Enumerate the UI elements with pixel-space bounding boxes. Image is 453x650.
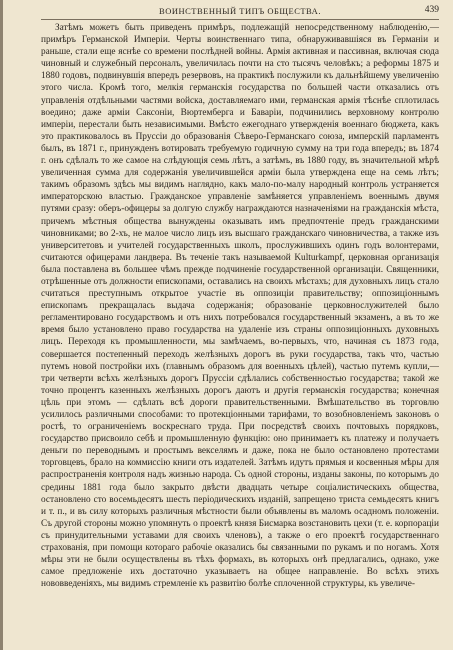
header-rule [41, 19, 439, 20]
page-number: 439 [424, 5, 439, 15]
body-text [41, 22, 439, 644]
running-header [41, 6, 439, 20]
running-title: ВОИНСТВЕННЫЙ ТИПЪ ОБЩЕСТВА. [159, 6, 321, 16]
paragraph: Затѣмъ можетъ быть приведенъ примѣръ, подлежащій непосредственному наблюденію,—примѣръ Германской Имперіи. Черты воинственнаго типа, обнаруживавшіяся въ Германіи и раньше, стали еще яснѣе со времени послѣдней войны. Армія активная и пассивная, включая сюда чиновный и служебный персоналъ, увеличилась почти на сто тысячъ человѣкъ; а реформы 1875 и 1880 годовъ, подвинувшія впередъ резервовъ, на практикѣ послужили къ дальнѣйшему увеличенію этого числа. Кромѣ того, мелкія германскія государства по большей части отказались отъ управленія отдѣльными частями войска, доставляемаго ими, германская армія тѣснѣе сплотилась воедино; даже арміи Саксоніи, Вюртемберга и Баваріи, подчинились верховному контролю имперіи, перестали быть независимыми. Вмѣсто ежегоднаго утвержденія военнаго бюджета, какъ это практиковалось въ Пруссіи до образованія Сѣверо-Германскаго союза, имперскій парламентъ былъ, въ 1871 г., принужденъ вотировать требуемую годичную сумму на три года впередъ; въ 1874 г. онъ сдѣлалъ то же самое на слѣдующія семь лѣтъ, а затѣмъ, въ 1880 году, въ значительной мѣрѣ увеличенная сумма для содержанія увеличившейся арміи была утверждена еще на семь лѣтъ; такимъ образомъ здѣсь мы видимъ наглядно, какъ мало-по-малу народный контроль устраняется императорскою властью. Гражданское управленіе замѣняется управленіемъ военнымъ двумя путями сразу: оберъ-офицеры за долгую службу награждаются назначеніями на гражданскія мѣста, причемъ мѣстныя общества вынуждены оказывать имъ предпочтеніе предъ гражданскими чиновниками; во 2-хъ, не малое число лицъ изъ высшаго гражданскаго чиновничества, а также изъ университетовъ и учителей государственныхъ школъ, прослужившихъ одинъ годъ волонтерами, считаются офицерами ландвера. Въ теченіе такъ называемой Kulturkampf, церковная организація была поставлена въ большее чѣмъ прежде подчиненіе государственной организаціи. Священники, отрѣшенные отъ должности епископами, оставались на своихъ мѣстахъ; для духовныхъ лицъ стало считаться преступнымъ открытое участіе въ оппозиціи правительству; оппозиціоннымъ епископамъ прекращалась выдача содержанія; образованіе церковнослужителей было регламентировано государствомъ и отъ нихъ потребовался государственный экзаменъ, а въ то же время было установлено право государства на удаленіе изъ страны оппозиціонныхъ духовныхъ лицъ. Переходя къ промышленности, мы замѣчаемъ, во-первыхъ, что, начиная съ 1873 года, совершается постепенный переходъ желѣзныхъ дорогъ въ руки государства, такъ что, частью путемъ новой постройки ихъ (главнымъ образомъ для военныхъ цѣлей), частью путемъ купли,—три четверти всѣхъ желѣзныхъ дорогъ Пруссіи сдѣлались собственностью государства; такой же точно процентъ казенныхъ желѣзныхъ дорогъ даютъ и другія германскія государства; конечная цѣль при этомъ — сдѣлать всѣ дороги правительственными. Вмѣшательство въ торговлю усилилось различными способами: то протекціонными тарифами, то возобновленіемъ законовъ о ростѣ, то ограниченіемъ воскреснаго труда. При посредствѣ своихъ почтовыхъ порядковъ, государство присвоило себѣ и промышленную функцію: оно принимаетъ къ платежу и получаетъ деньги по переводнымъ и простымъ векселямъ и даже, пока не было остановлено протестами торговцевъ, брало на коммиссію книги отъ издателей. Затѣмъ идутъ прямыя и косвенныя мѣры для распространенія контроля надъ жизнью народа. Съ одной стороны, изданы законы, по которымъ до средины 1881 года было закрыто двѣсти двадцать четыре соціалистическихъ общества, остановлено сто восемьдесятъ шесть періодическихъ изданій, запрещено триста семьдесятъ книгъ и т. п., и въ силу которыхъ различныя мѣстности были объявлены въ маломъ осадномъ положеніи. Съ другой стороны можно упомянуть о проектѣ князя Бисмарка возстановить цехи (т. е. корпораціи съ принудительными уставами для своихъ членовъ), а также о его проектѣ государственнаго страхованія, при помощи котораго рабочіе оказались бы связанными по рукамъ и по ногамъ. Хотя мѣры эти не были осуществлены въ тѣхъ формахъ, въ которыхъ онѣ предлагались, однако, уже самое предложеніе ихъ достаточно указываетъ на общее направленіе. Во всѣхъ этихъ нововведеніяхъ, мы видимъ стремленіе къ развитію болѣе сплоченной структуры, къ увеличе- [41, 23, 439, 590]
